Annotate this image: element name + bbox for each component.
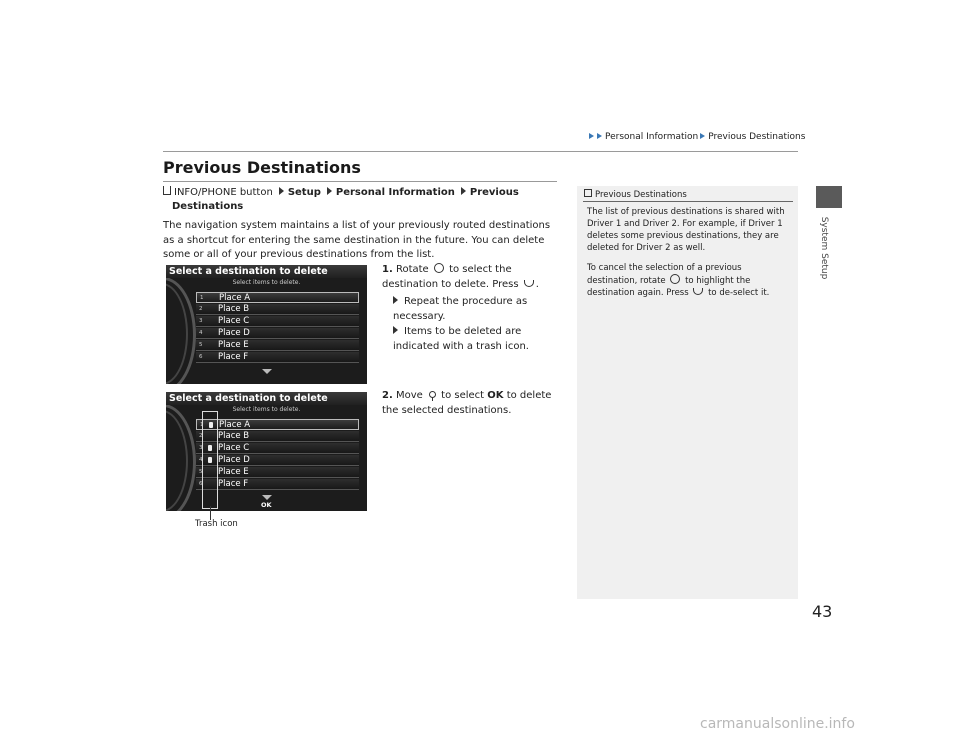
row-label: Place E <box>218 340 249 350</box>
list-item[interactable] <box>196 419 359 430</box>
screen-title: Select a destination to delete <box>166 265 367 278</box>
note-p2-text-b: to highlight the destination again. Press <box>587 276 751 298</box>
note-marker-icon <box>584 189 592 197</box>
interface-dial-icon <box>434 263 444 273</box>
list-item[interactable] <box>196 479 359 490</box>
step-2-ok: OK <box>487 390 504 401</box>
step-1-substep-1 <box>393 295 563 324</box>
breadcrumb-arrow-icon <box>700 133 705 139</box>
note-p2-text-a: To cancel the selection of a previous destination, rotate <box>587 263 742 286</box>
scroll-down-icon[interactable] <box>262 495 272 500</box>
row-number: 1 <box>200 422 204 428</box>
step-2-number: 2. <box>382 390 393 401</box>
header-divider <box>163 151 798 152</box>
nav-arrow-icon <box>461 187 466 195</box>
row-label: Place C <box>218 316 250 326</box>
note-title-text: Previous Destinations <box>595 190 687 200</box>
callout-line <box>210 506 211 520</box>
substep-arrow-icon <box>393 326 398 334</box>
trash-column-highlight <box>202 411 218 509</box>
step-1 <box>382 263 562 292</box>
row-label: Place D <box>218 328 250 338</box>
row-label: Place D <box>218 455 250 465</box>
list-item[interactable] <box>196 431 359 442</box>
list-item[interactable] <box>196 467 359 478</box>
row-label: Place C <box>218 443 250 453</box>
screen-select-destination-2 <box>166 392 367 511</box>
row-number: 6 <box>199 481 203 487</box>
row-label: Place F <box>218 352 249 362</box>
row-label: Place E <box>218 467 249 477</box>
list-item[interactable] <box>196 328 359 339</box>
nav-arrow-icon <box>279 187 284 195</box>
list-item[interactable] <box>196 292 359 303</box>
joystick-icon <box>429 391 435 400</box>
step-1-substep-1-text: Repeat the procedure as necessary. <box>393 296 528 322</box>
nav-destinations: Destinations <box>172 201 244 212</box>
substep-arrow-icon <box>393 296 398 304</box>
row-number: 5 <box>199 342 203 348</box>
nav-previous: Previous <box>469 187 519 198</box>
nav-button-label: INFO/PHONE button <box>174 187 273 198</box>
chapter-label-text: System Setup <box>819 216 829 280</box>
row-number: 4 <box>199 330 203 336</box>
section-title: Previous Destinations <box>163 158 361 177</box>
row-label: Place A <box>219 293 251 303</box>
enter-press-icon <box>693 288 703 295</box>
screen-title: Select a destination to delete <box>166 392 367 405</box>
breadcrumb <box>589 132 805 142</box>
screen-subtitle: Select items to delete. <box>232 279 301 286</box>
intro-paragraph: The navigation system maintains a list of your previously routed destinations as a shortcut for entering the same destination in the future. You can delete some or all of your previous destinations from the list. <box>163 220 551 260</box>
step-2-text-c: to delete the selected destinations. <box>382 390 552 416</box>
list-item[interactable] <box>196 352 359 363</box>
page-number: 43 <box>812 602 833 621</box>
row-number: 3 <box>199 445 203 451</box>
step-1-number: 1. <box>382 264 393 275</box>
nav-personal-information: Personal Information <box>335 187 455 198</box>
row-number: 3 <box>199 318 203 324</box>
row-label: Place B <box>218 304 250 314</box>
list-item[interactable] <box>196 304 359 315</box>
step-1-text-a: Rotate <box>395 264 429 275</box>
breadcrumb-item-personal-information[interactable]: Personal Information <box>605 132 699 142</box>
note-divider <box>583 201 793 202</box>
row-number: 2 <box>199 433 203 439</box>
trash-icon-callout: Trash icon <box>195 519 238 529</box>
list-item[interactable] <box>196 443 359 454</box>
scroll-down-icon[interactable] <box>262 369 272 374</box>
row-label: Place F <box>218 479 249 489</box>
home-icon <box>163 186 171 195</box>
enter-press-icon <box>524 280 534 287</box>
chapter-label <box>815 205 829 295</box>
breadcrumb-arrow-icon <box>597 133 602 139</box>
note-p2-text-c: to de-select it. <box>708 288 770 298</box>
row-number: 1 <box>200 295 204 301</box>
row-number: 6 <box>199 354 203 360</box>
step-1-text-c: . <box>535 278 539 290</box>
screen-select-destination-1 <box>166 265 367 384</box>
nav-setup: Setup <box>287 187 321 198</box>
list-item[interactable] <box>196 455 359 466</box>
watermark: carmanualsonline.info <box>700 716 855 732</box>
interface-dial-icon <box>670 274 680 284</box>
breadcrumb-arrow-icon <box>589 133 594 139</box>
note-title <box>584 189 687 200</box>
title-divider <box>163 181 557 182</box>
list-item[interactable] <box>196 340 359 351</box>
breadcrumb-item-previous-destinations[interactable]: Previous Destinations <box>708 132 806 142</box>
screen-subtitle: Select items to delete. <box>232 406 301 413</box>
note-paragraph-1: The list of previous destinations is shared with Driver 1 and Driver 2. For example, if Driver 1 deletes some previous destinations, they are deleted for Driver 2 as well. <box>587 207 785 253</box>
row-label: Place A <box>219 420 251 430</box>
row-number: 4 <box>199 457 203 463</box>
step-1-substep-2-text: Items to be deleted are indicated with a trash icon. <box>393 326 529 352</box>
row-number: 5 <box>199 469 203 475</box>
row-number: 2 <box>199 306 203 312</box>
ok-button[interactable]: OK <box>261 501 272 509</box>
row-label: Place B <box>218 431 250 441</box>
nav-path <box>163 186 543 214</box>
step-1-text-b: to select the destination to delete. Press <box>382 264 519 290</box>
nav-arrow-icon <box>327 187 332 195</box>
step-2 <box>382 389 562 418</box>
step-2-text-b: to select <box>441 390 485 401</box>
step-1-substep-2 <box>393 325 563 354</box>
note-paragraph-2 <box>587 262 792 299</box>
step-2-text-a: Move <box>395 390 423 401</box>
list-item[interactable] <box>196 316 359 327</box>
